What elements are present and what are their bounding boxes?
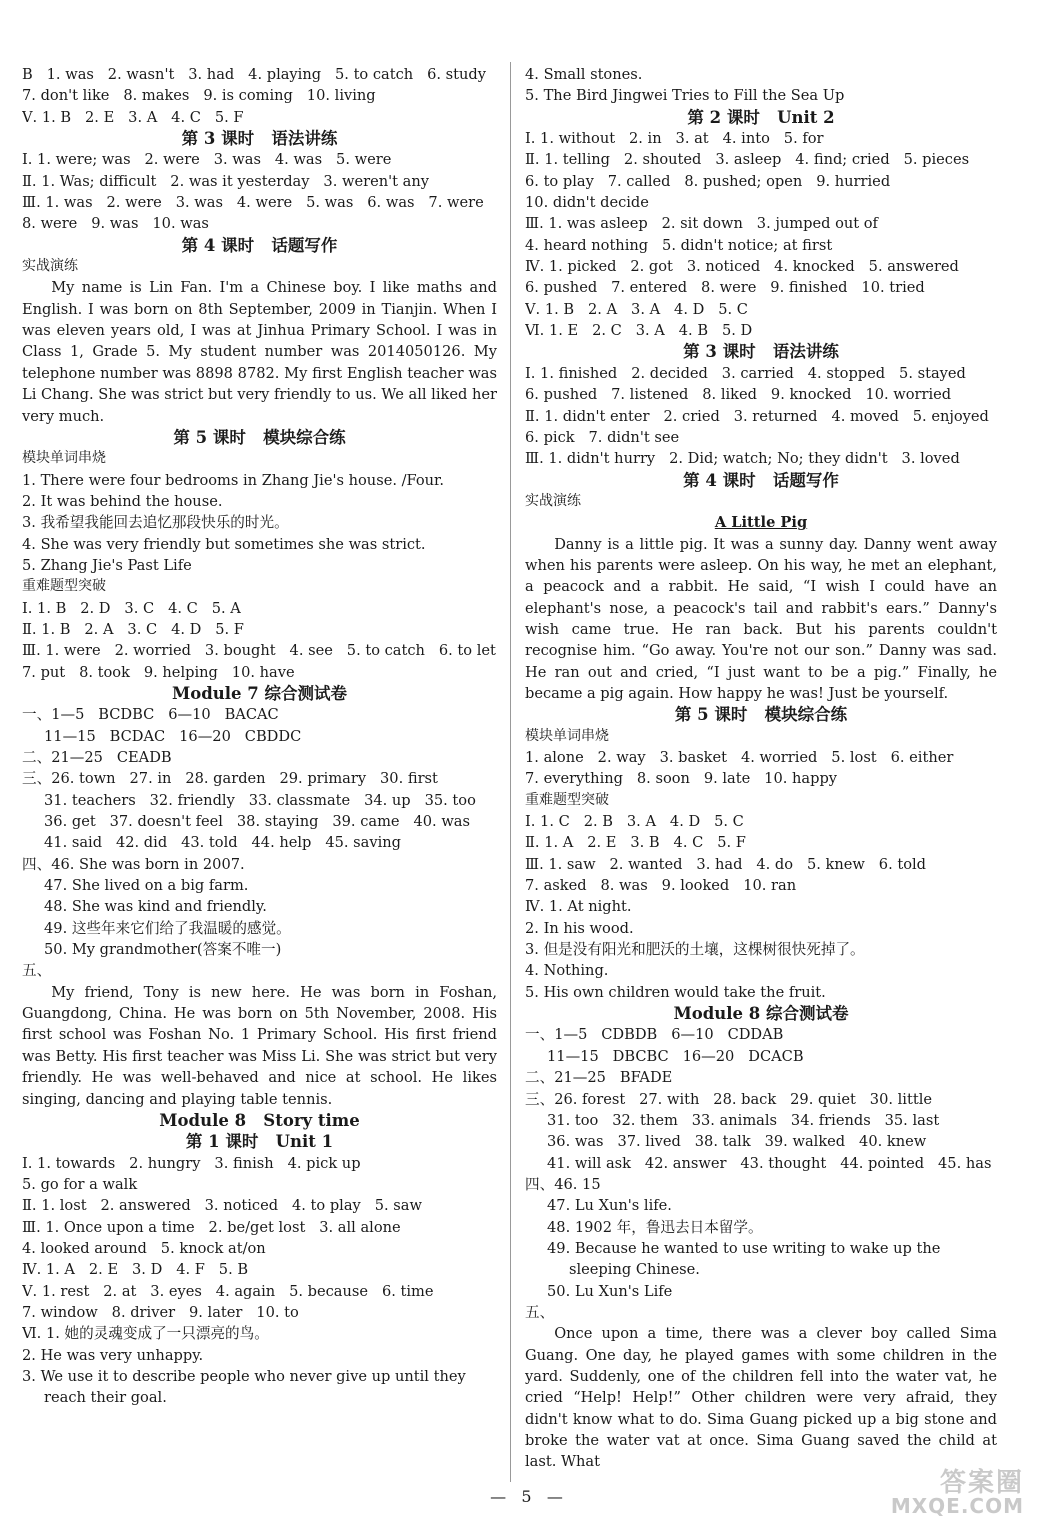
answer-line: Ⅳ. 1. picked 2. got 3. noticed 4. knocked 5. answered xyxy=(525,258,959,276)
answer-line: Ⅱ. 1. Was; difficult 2. was it yesterday 3. weren't any xyxy=(22,172,429,190)
lesson-heading: 第 2 课时 Unit 2 xyxy=(687,107,835,127)
answer-line: 6. pushed 7. listened 8. liked 9. knocked 10. worried xyxy=(525,386,952,404)
answer-line: 6. pushed 7. entered 8. were 9. finished 10. tried xyxy=(525,279,925,297)
answer-line: 2. It was behind the house. xyxy=(22,492,223,510)
answer-line: 一、1—5 CDBDB 6—10 CDDAB xyxy=(525,1026,784,1044)
column-divider xyxy=(510,62,511,1482)
answer-line: 三、26. forest 27. with 28. back 29. quiet 30. little xyxy=(525,1090,933,1108)
answer-line: 一、1—5 BCDBC 6—10 BACAC xyxy=(22,706,279,724)
answer-line: Ⅵ. 1. E 2. C 3. A 4. B 5. D xyxy=(525,322,753,340)
lesson-heading: 第 4 课时 话题写作 xyxy=(181,235,338,255)
section-label: 模块单词串烧 xyxy=(525,727,609,744)
writing-paragraph: My friend, Tony is new here. He was born in Foshan, Guangdong, China. He was born on 5th November, 2008. His first school was Foshan No. 1 Primary School. His first friend was Betty. His first teacher was Miss Li. She was strict but very friendly. He was well-behaved and nice at school. He likes singing, dancing and playing table tennis. xyxy=(22,983,497,1108)
answer-line: 8. were 9. was 10. was xyxy=(22,215,209,233)
answer-line: 36. get 37. doesn't feel 38. staying 39. came 40. was xyxy=(44,813,470,831)
answer-line: 二、21—25 CEADB xyxy=(22,749,172,766)
answer-line: Ⅱ. 1. A 2. E 3. B 4. C 5. F xyxy=(525,834,746,852)
answer-line: Ⅰ. 1. C 2. B 3. A 4. D 5. C xyxy=(525,813,744,831)
answer-line: Ⅲ. 1. Once upon a time 2. be/get lost 3. all alone xyxy=(22,1218,401,1236)
answer-line: 47. She lived on a big farm. xyxy=(44,877,249,895)
writing-paragraph: Danny is a little pig. It was a sunny day. Danny went away when his parents were asleep. On his way, he met an elephant, a peacock and a rabbit. He said, “I wish I could have an elephant's nose, a peacock's tail and rabbit's ears.” Danny's wish came true. He ran back. But his parents couldn't recognise him. “Go away. You're not our son.” Danny was sad. He ran out and cried, “I just want to be a pig.” Finally, he became a pig again. How happy he was! Just be yourself. xyxy=(525,535,997,702)
answer-line: 4. Small stones. xyxy=(525,66,643,83)
answer-line: 2. He was very unhappy. xyxy=(22,1346,204,1364)
answer-line: 3. We use it to describe people who never give up until they reach their goal. xyxy=(22,1367,466,1407)
answer-line: 四、46. 15 xyxy=(525,1175,601,1193)
answer-line: 7. window 8. driver 9. later 10. to xyxy=(22,1303,299,1321)
answer-line: Ⅱ. 1. telling 2. shouted 3. asleep 4. find; cried 5. pieces xyxy=(525,151,970,169)
answer-line: 5. go for a walk xyxy=(22,1175,138,1193)
answer-line: Ⅰ. 1. B 2. D 3. C 4. C 5. A xyxy=(22,599,241,617)
answer-line: B 1. was 2. wasn't 3. had 4. playing 5. to catch 6. study xyxy=(22,66,486,83)
answer-line: Ⅱ. 1. lost 2. answered 3. noticed 4. to play 5. saw xyxy=(22,1197,422,1215)
answer-line: 4. Nothing. xyxy=(525,962,609,980)
answer-line: Ⅰ. 1. were; was 2. were 3. was 4. was 5. were xyxy=(22,151,392,169)
answer-line: 36. was 37. lived 38. talk 39. walked 40. knew xyxy=(547,1133,927,1151)
story-title: A Little Pig xyxy=(714,514,808,532)
answer-line: 7. put 8. took 9. helping 10. have xyxy=(22,663,295,681)
answer-line: 31. teachers 32. friendly 33. classmate 34. up 35. too xyxy=(44,791,476,809)
answer-line: Ⅴ. 1. B 2. E 3. A 4. C 5. F xyxy=(22,108,244,126)
answer-line: 四、46. She was born in 2007. xyxy=(22,855,245,873)
section-label: 模块单词串烧 xyxy=(22,450,106,467)
answer-line: Ⅰ. 1. finished 2. decided 3. carried 4. stopped 5. stayed xyxy=(525,364,966,382)
test-heading: Module 8 综合测试卷 xyxy=(673,1004,849,1024)
answer-line: 10. didn't decide xyxy=(525,194,649,212)
watermark-text: 答案圈 xyxy=(939,1468,1024,1498)
answer-line: 五、 xyxy=(525,1303,555,1321)
answer-line: 49. 这些年来它们给了我温暖的感觉。 xyxy=(44,919,291,937)
answer-line: 1. alone 2. way 3. basket 4. worried 5. lost 6. either xyxy=(525,749,954,766)
answer-line: 5. Zhang Jie's Past Life xyxy=(22,556,192,574)
section-label: 重难题型突破 xyxy=(525,791,609,808)
answer-line: Ⅴ. 1. rest 2. at 3. eyes 4. again 5. because 6. time xyxy=(22,1282,434,1300)
answer-line: Ⅱ. 1. didn't enter 2. cried 3. returned 4. moved 5. enjoyed xyxy=(525,407,989,425)
lesson-heading: 第 4 课时 话题写作 xyxy=(683,470,839,490)
lesson-heading: 第 1 课时 Unit 1 xyxy=(185,1132,334,1152)
answer-line: 50. My grandmother(答案不唯一) xyxy=(44,941,282,959)
writing-paragraph: My name is Lin Fan. I'm a Chinese boy. I like maths and English. I was born on 8th September, 2009 in Tianjin. When I was eleven years old, I was at Jinhua Primary School. I was in Class 1, Grade 5. My student number was 2014050126. My telephone number was 8898 8782. My first English teacher was Li Chang. She was strict but very friendly to us. We all liked her very much. xyxy=(22,279,497,425)
answer-line: Ⅴ. 1. B 2. A 3. A 4. D 5. C xyxy=(525,300,748,318)
answer-line: 3. 但是没有阳光和肥沃的土壤，这棵树很快死掉了。 xyxy=(525,941,865,959)
answer-line: Ⅲ. 1. saw 2. wanted 3. had 4. do 5. knew 6. told xyxy=(525,855,927,873)
answer-line: 11—15 BCDAC 16—20 CBDDC xyxy=(44,727,302,745)
writing-paragraph: Once upon a time, there was a clever boy called Sima Guang. One day, he played games with some children in the yard. Suddenly, one of the children fell into the water vat, he cried “Help! Help!” Other children were very afraid, they didn't know what to do. Sima Guang picked up a big stone and broke the water vat at once. Sima Guang saved the child at last. What xyxy=(525,1325,997,1471)
answer-line: 4. She was very friendly but sometimes she was strict. xyxy=(22,535,426,553)
answer-line: 7. asked 8. was 9. looked 10. ran xyxy=(525,877,797,895)
answer-line: 31. too 32. them 33. animals 34. friends 35. last xyxy=(547,1111,940,1129)
answer-line: 7. don't like 8. makes 9. is coming 10. living xyxy=(22,87,376,105)
module-heading: Module 8 Story time xyxy=(159,1110,360,1130)
answer-line: 41. said 42. did 43. told 44. help 45. saving xyxy=(44,834,402,852)
lesson-heading: 第 5 课时 模块综合练 xyxy=(674,705,848,725)
answer-line: 4. looked around 5. knock at/on xyxy=(22,1239,266,1257)
answer-line: 1. There were four bedrooms in Zhang Jie's house. /Four. xyxy=(22,471,445,489)
answer-line: 五、 xyxy=(22,962,52,980)
answer-line: Ⅲ. 1. was asleep 2. sit down 3. jumped out of xyxy=(525,215,878,233)
right-column xyxy=(525,64,997,1473)
answer-line: Ⅳ. 1. At night. xyxy=(525,898,632,916)
answer-line: 二、21—25 BFADE xyxy=(525,1069,673,1087)
answer-line: Ⅲ. 1. didn't hurry 2. Did; watch; No; they didn't 3. loved xyxy=(525,450,960,468)
answer-line: 3. 我希望我能回去追忆那段快乐的时光。 xyxy=(22,514,289,532)
answer-line: 2. In his wood. xyxy=(525,919,634,937)
answer-line: 50. Lu Xun's Life xyxy=(547,1282,673,1300)
watermark-url: MXQE.COM xyxy=(890,1494,1024,1518)
answer-line: Ⅲ. 1. were 2. worried 3. bought 4. see 5. to catch 6. to let xyxy=(22,642,496,660)
answer-line: 41. will ask 42. answer 43. thought 44. pointed 45. has xyxy=(547,1154,992,1172)
page-number: — 5 — xyxy=(490,1487,563,1506)
lesson-heading: 第 5 课时 模块综合练 xyxy=(173,427,346,447)
answer-line: 5. The Bird Jingwei Tries to Fill the Sea Up xyxy=(525,87,845,105)
answer-line: Ⅱ. 1. B 2. A 3. C 4. D 5. F xyxy=(22,620,244,638)
answer-line: 48. 1902 年，鲁迅去日本留学。 xyxy=(547,1218,763,1236)
test-heading: Module 7 综合测试卷 xyxy=(171,683,348,703)
answer-line: 5. His own children would take the fruit. xyxy=(525,983,826,1001)
left-column xyxy=(22,64,497,1409)
section-label: 重难题型突破 xyxy=(22,578,106,595)
answer-line: 6. pick 7. didn't see xyxy=(525,428,680,446)
answer-line: 49. Because he wanted to use writing to wake up the sleeping Chinese. xyxy=(547,1239,941,1279)
lesson-heading: 第 3 课时 语法讲练 xyxy=(683,342,839,362)
watermark-logo xyxy=(862,1462,1030,1522)
answer-line: 6. to play 7. called 8. pushed; open 9. hurried xyxy=(525,172,891,190)
answer-line: Ⅳ. 1. A 2. E 3. D 4. F 5. B xyxy=(22,1261,249,1279)
section-label: 实战演练 xyxy=(525,492,581,509)
answer-line: Ⅲ. 1. was 2. were 3. was 4. were 5. was 6. was 7. were xyxy=(22,194,484,212)
answer-line: 47. Lu Xun's life. xyxy=(547,1197,672,1215)
answer-line: 11—15 DBCBC 16—20 DCACB xyxy=(547,1047,804,1065)
answer-line: Ⅰ. 1. without 2. in 3. at 4. into 5. for xyxy=(525,130,824,148)
answer-line: 三、26. town 27. in 28. garden 29. primary 30. first xyxy=(22,770,438,788)
answer-line: 48. She was kind and friendly. xyxy=(44,898,267,916)
section-label: 实战演练 xyxy=(22,258,78,275)
answer-line: 7. everything 8. soon 9. late 10. happy xyxy=(525,770,838,788)
answer-line: Ⅵ. 1. 她的灵魂变成了一只漂亮的鸟。 xyxy=(22,1325,269,1343)
answer-line: Ⅰ. 1. towards 2. hungry 3. finish 4. pick up xyxy=(22,1154,361,1172)
answer-line: 4. heard nothing 5. didn't notice; at first xyxy=(525,236,833,254)
lesson-heading: 第 3 课时 语法讲练 xyxy=(181,129,338,149)
